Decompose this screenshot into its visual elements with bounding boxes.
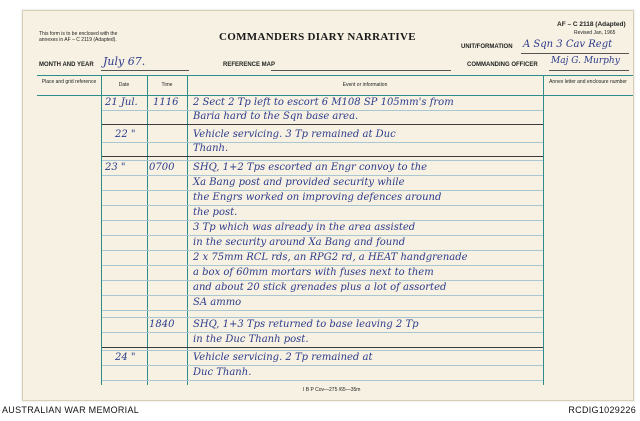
entry-line: Xa Bang post and provided security while (193, 177, 405, 188)
entry-date: 24 " (115, 352, 136, 363)
ruled-line (102, 160, 543, 161)
col-header-annex: Annex letter and enclosure number (549, 79, 627, 85)
ref-map-label: REFERENCE MAP (223, 62, 276, 68)
entry-line: in the security around Xa Bang and found (193, 237, 406, 248)
ruled-line (102, 380, 543, 381)
entry-line: Vehicle servicing. 2 Tp remained at (193, 352, 373, 363)
entry-line: and about 20 stick grenades plus a lot of assorted (193, 282, 447, 293)
ruled-line (102, 235, 543, 236)
ruled-line (102, 205, 543, 206)
entry-line: SA ammo (193, 297, 242, 308)
ruled-line (102, 190, 543, 191)
entry-line: 3 Tp which was already in the area assisted (193, 222, 416, 233)
form-note (39, 31, 117, 43)
entry-date: 22 " (115, 129, 136, 140)
ruled-line (102, 175, 543, 176)
unit-value: A Sqn 3 Cav Regt (523, 39, 613, 50)
printer-imprint: I B P Cov—275 /65—35m (303, 387, 361, 393)
ruled-line (102, 317, 543, 318)
diary-sheet (22, 10, 634, 401)
entry-date: 23 " (105, 162, 126, 173)
entry-time: 1840 (149, 319, 175, 330)
entry-line: SHQ, 1+2 Tps escorted an Engr convoy to the (193, 162, 428, 173)
month-label: MONTH AND YEAR (39, 62, 94, 68)
month-value: July 67. (103, 55, 146, 68)
entry-time: 1116 (153, 97, 179, 108)
page-title: COMMANDERS DIARY NARRATIVE (219, 31, 416, 43)
form-note-line1: This form is to be enclosed with the (39, 31, 118, 37)
entry-line: in the Duc Thanh post. (193, 334, 309, 345)
ruled-line (102, 250, 543, 251)
col-header-time: Time (161, 82, 173, 88)
entry-line: SHQ, 1+3 Tps returned to base leaving 2 Tp (193, 319, 419, 330)
col-header-date: Date (118, 82, 130, 88)
ruled-line (102, 220, 543, 221)
ruled-line (102, 347, 543, 348)
ruled-line (102, 295, 543, 296)
co-label: COMMANDING OFFICER (467, 62, 538, 68)
entry-line: 2 Sect 2 Tp left to escort 6 M108 SP 105mm's from (193, 97, 454, 108)
revised-date: Revised Jan, 1965 (574, 30, 616, 36)
col-header-event: Event or information (342, 82, 388, 88)
entry-line: a box of 60mm mortars with fuses next to them (193, 267, 434, 278)
entry-date: 21 Jul. (105, 97, 138, 108)
entry-time: 0700 (149, 162, 175, 173)
footer-source: AUSTRALIAN WAR MEMORIAL (2, 405, 140, 415)
entry-line: Vehicle servicing. 3 Tp remained at Duc (193, 129, 396, 140)
ruled-line (102, 350, 543, 351)
form-code: AF – C 2118 (Adapted) (557, 21, 626, 28)
ruled-line (102, 156, 543, 157)
col-header-place: Place and grid reference (41, 79, 97, 85)
unit-label: UNIT/FORMATION (461, 44, 513, 50)
form-note-line2: annexes in AF – C 2119 (Adapted). (39, 37, 117, 43)
entry-line: Thanh. (193, 143, 229, 154)
ruled-line (102, 332, 543, 333)
entry-line: the Engrs worked on improving defences around (193, 192, 442, 203)
ruled-line (102, 280, 543, 281)
entry-line: Duc Thanh. (193, 367, 252, 378)
ruled-line (102, 142, 543, 143)
entry-line: Baria hard to the Sqn base area. (193, 111, 359, 122)
entry-line: the post. (193, 207, 238, 218)
entry-line: 2 x 75mm RCL rds, an RPG2 rd, a HEAT handgrenade (193, 252, 468, 263)
co-value: Maj G. Murphy (551, 56, 620, 66)
ruled-line (102, 265, 543, 266)
ruled-line (102, 310, 543, 311)
footer-record-id: RCDIG1029226 (568, 405, 636, 415)
ruled-line (102, 365, 543, 366)
ruled-line (102, 124, 543, 125)
